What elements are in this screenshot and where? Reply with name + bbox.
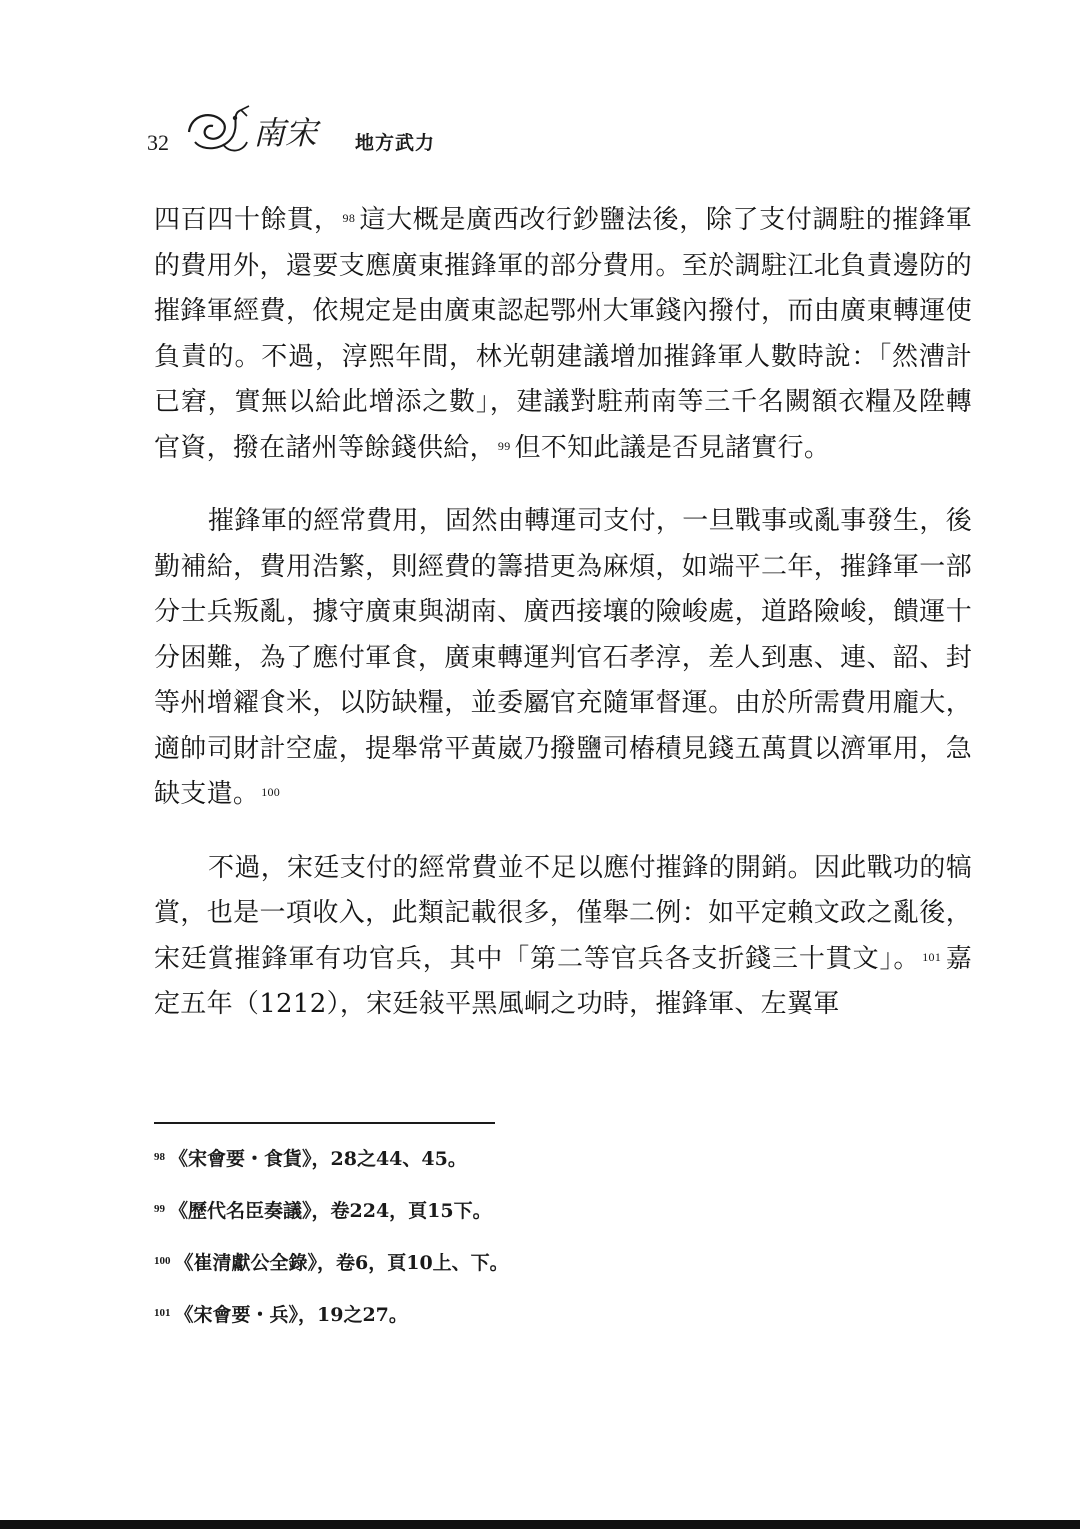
paragraph-text: 不過，宋廷支付的經常費並不足以應付摧鋒的開銷。因此戰功的犒賞，也是一項收入，此類記載很多，僅舉二例：如平定賴文政之亂後，宋廷賞摧鋒軍有功官兵，其中「第二等官兵各支折錢三十貫文」。 (154, 852, 972, 974)
footnote-text: 《宋會要・食貨》，28之44、45。 (169, 1148, 467, 1170)
logo-lettering: 南宋 (253, 114, 318, 152)
page-number: 32 (147, 130, 169, 155)
footnote-number: 101 (154, 1307, 171, 1319)
book-subtitle: 地方武力 (355, 132, 436, 154)
footnote-reference: 98 (342, 211, 356, 225)
paragraph-text: 但不知此議是否見諸實行。 (514, 432, 831, 463)
dragon-logo-icon (183, 102, 353, 162)
footnote-number: 98 (154, 1151, 165, 1163)
paragraph-text: 摧鋒軍的經常費用，固然由轉運司支付，一旦戰事或亂事發生，後勤補給，費用浩繁，則經費的籌措更為麻煩，如端平二年，摧鋒軍一部分士兵叛亂，據守廣東與湖南、廣西接壤的險峻處，道路險峻，饋運十分困難，為了應付軍食，廣東轉運判官石孝淳，差人到惠、連、韶、封等州增糴食米，以防缺糧，並委屬官充隨軍督運。由於所需費用龐大，適帥司財計空虛，提舉常平黃崴乃撥鹽司樁積見錢五萬貫以濟軍用，急缺支遣。 (154, 506, 972, 809)
body-text (154, 198, 972, 1028)
footnote-number: 100 (154, 1255, 171, 1267)
footnote (154, 1198, 854, 1250)
footnote-divider (154, 1122, 495, 1124)
footnote-text: 《崔清獻公全錄》，卷6，頁10上、下。 (174, 1252, 509, 1274)
footnote (154, 1250, 854, 1302)
paragraph (154, 499, 972, 818)
footnote-text: 《宋會要・兵》，19之27。 (174, 1304, 408, 1326)
paragraph-text: 這大概是廣西改行鈔鹽法後，除了支付調駐的摧鋒軍的費用外，還要支應廣東摧鋒軍的部分費用。至於調駐江北負責邊防的摧鋒軍經費，依規定是由廣東認起鄂州大軍錢內撥付，而由廣東轉運使負責的。不過，淳熙年間，林光朝建議增加摧鋒軍人數時說：「然漕計已窘，實無以給此增添之數」，建議對駐荊南等三千名闕額衣糧及陞轉官資，撥在諸州等餘錢供給， (154, 205, 972, 463)
scan-edge (0, 1520, 1080, 1529)
footnote-reference: 101 (922, 949, 942, 964)
paragraph (154, 198, 972, 471)
footnote-reference: 100 (261, 785, 281, 799)
footnotes (154, 1146, 854, 1354)
footnote-text: 《歷代名臣奏議》，卷224，頁15下。 (169, 1200, 492, 1222)
running-header (147, 96, 567, 162)
footnote (154, 1302, 854, 1354)
footnote-reference: 99 (497, 438, 511, 453)
paragraph-text: 四百四十餘貫， (154, 205, 341, 235)
footnote (154, 1146, 854, 1198)
paragraph (154, 846, 972, 1028)
paragraph-text: 嘉定五年（1212），宋廷敍平黑風峒之功時，摧鋒軍、左翼軍 (154, 943, 972, 1019)
footnote-number: 99 (154, 1203, 165, 1215)
